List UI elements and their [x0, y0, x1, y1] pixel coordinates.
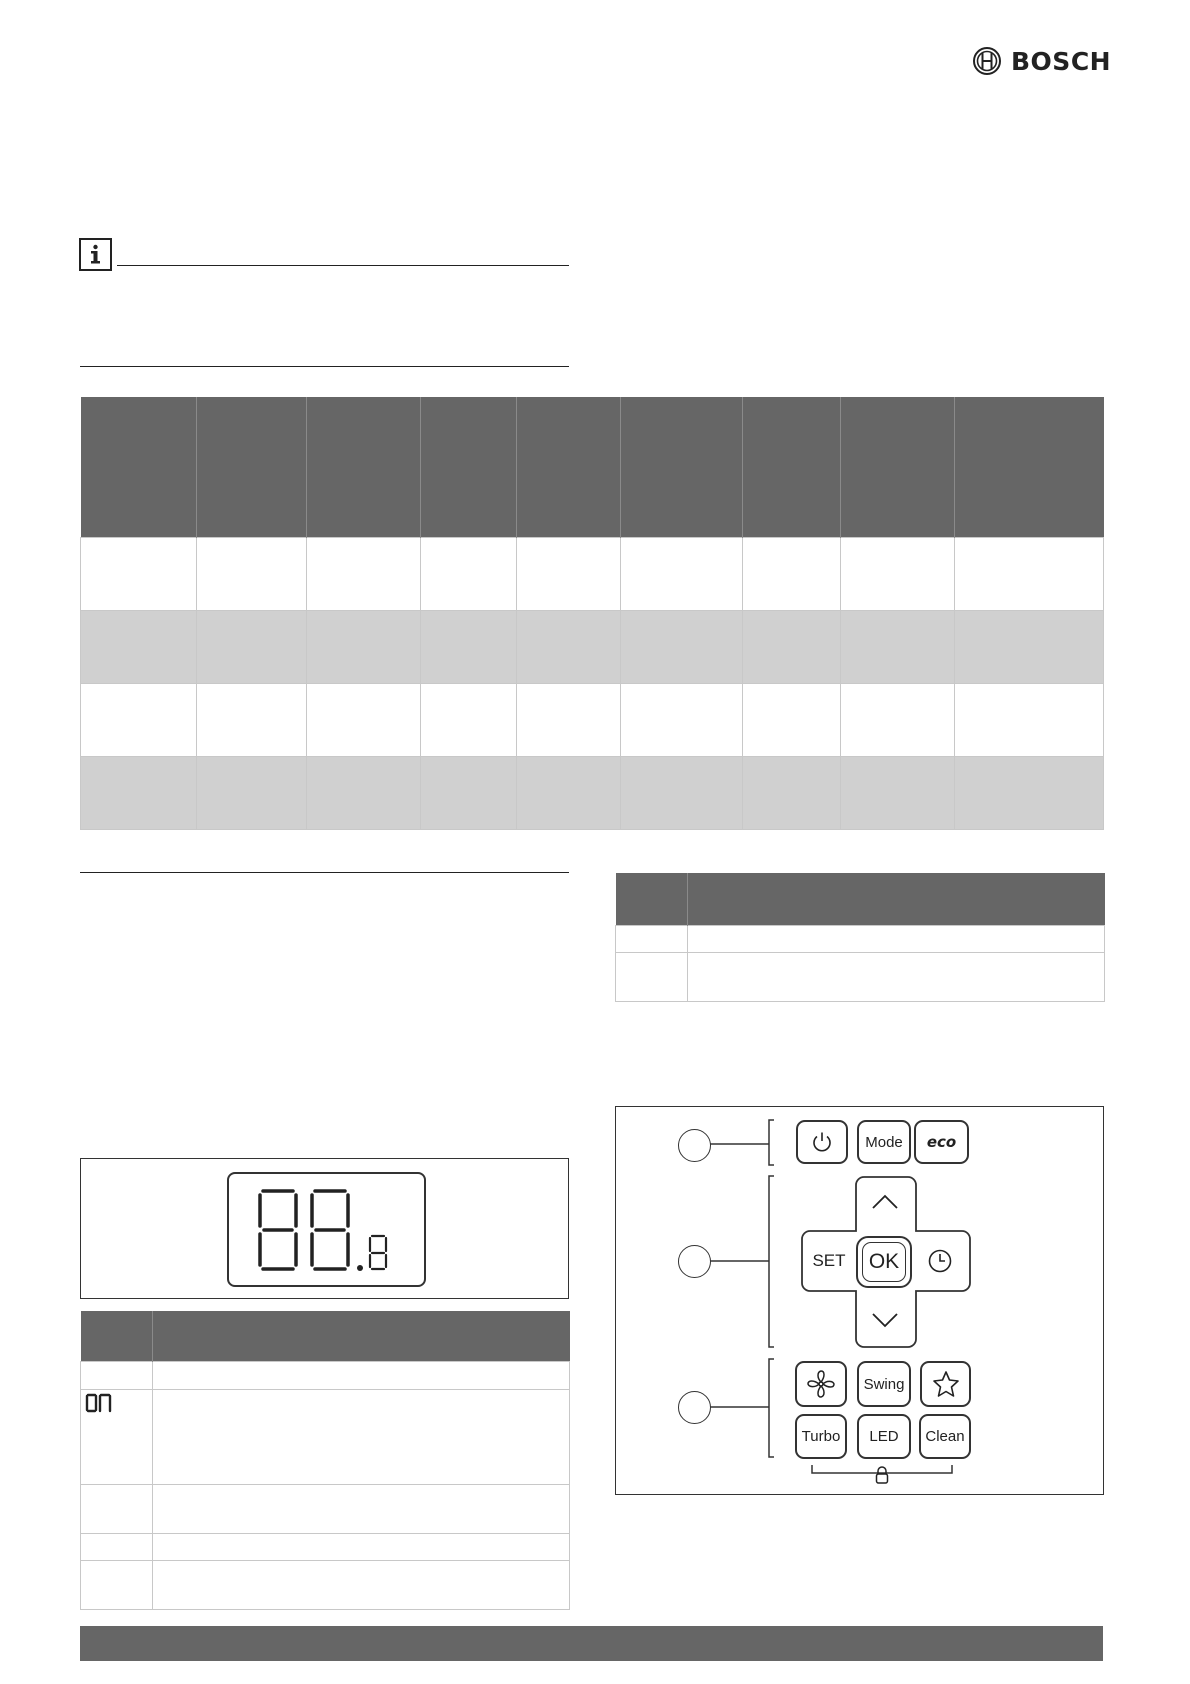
- display-code-on: [85, 1392, 113, 1414]
- remote-control-figure: [615, 1106, 1104, 1495]
- eco-button[interactable]: eco: [914, 1120, 969, 1164]
- table-row: [81, 684, 1104, 757]
- timer-button[interactable]: [912, 1238, 968, 1284]
- table-row: [81, 538, 1104, 611]
- section-rule: [80, 366, 569, 367]
- lcd-display: [227, 1172, 426, 1287]
- fan-speed-button[interactable]: [795, 1361, 847, 1407]
- table-header-cell: [616, 873, 688, 926]
- specification-table: [80, 397, 1104, 830]
- info-icon: [79, 238, 112, 271]
- table-row: [81, 611, 1104, 684]
- table-header-cell: [197, 397, 307, 538]
- section-rule: [80, 872, 569, 873]
- table-row: [81, 1390, 570, 1485]
- brand-logo: [972, 44, 1112, 78]
- table-row: [81, 1534, 570, 1561]
- set-button[interactable]: SET: [812, 1251, 846, 1270]
- remote-legend-table: [615, 873, 1105, 1002]
- table-row: [81, 1485, 570, 1534]
- table-header-cell: [153, 1311, 570, 1362]
- table-header-cell: [307, 397, 421, 538]
- table-row: [616, 953, 1105, 1002]
- ok-button-inner: [862, 1242, 906, 1282]
- up-button[interactable]: [858, 1179, 912, 1225]
- table-row: [616, 926, 1105, 953]
- table-header-row: [616, 873, 1105, 926]
- power-icon: [810, 1130, 834, 1154]
- turbo-button[interactable]: Turbo: [795, 1414, 847, 1459]
- star-icon: [931, 1369, 961, 1399]
- table-header-cell: [841, 397, 955, 538]
- swing-button[interactable]: Swing: [857, 1361, 911, 1407]
- callout-marker-1: [678, 1129, 711, 1162]
- table-header-cell: [81, 1311, 153, 1362]
- table-header-cell: [955, 397, 1104, 538]
- callout-marker-3: [678, 1391, 711, 1424]
- brand-name: BOSCH: [1011, 46, 1112, 76]
- down-button[interactable]: [858, 1297, 912, 1343]
- table-header-cell: [517, 397, 621, 538]
- table-header-cell: [688, 873, 1105, 926]
- led-button[interactable]: LED: [857, 1414, 911, 1459]
- seven-segment-digits: [229, 1174, 424, 1285]
- callout-marker-2: [678, 1245, 711, 1278]
- bosch-armature-icon: [972, 46, 1002, 76]
- footer-bar: [80, 1626, 1103, 1661]
- table-header-row: [81, 1311, 570, 1362]
- table-header-cell: [421, 397, 517, 538]
- table-row: [81, 1561, 570, 1610]
- mode-button[interactable]: Mode: [857, 1120, 911, 1164]
- chevron-up-icon: [870, 1193, 900, 1211]
- table-header-cell: [743, 397, 841, 538]
- favorite-button[interactable]: [920, 1361, 971, 1407]
- chevron-down-icon: [870, 1311, 900, 1329]
- ok-button[interactable]: [856, 1236, 912, 1288]
- power-button[interactable]: [796, 1120, 848, 1164]
- table-header-cell: [621, 397, 743, 538]
- display-legend-table: [80, 1311, 570, 1610]
- clock-icon: [927, 1248, 953, 1274]
- lock-icon: [872, 1465, 892, 1485]
- table-row: [81, 1362, 570, 1390]
- info-note-rule: [117, 265, 569, 266]
- ok-button-label: OK: [868, 1250, 900, 1273]
- child-lock-indicator: [872, 1465, 892, 1485]
- table-row: [81, 757, 1104, 830]
- fan-icon: [805, 1368, 837, 1400]
- clean-button[interactable]: Clean: [919, 1414, 971, 1459]
- table-header-row: [81, 397, 1104, 538]
- table-header-cell: [81, 397, 197, 538]
